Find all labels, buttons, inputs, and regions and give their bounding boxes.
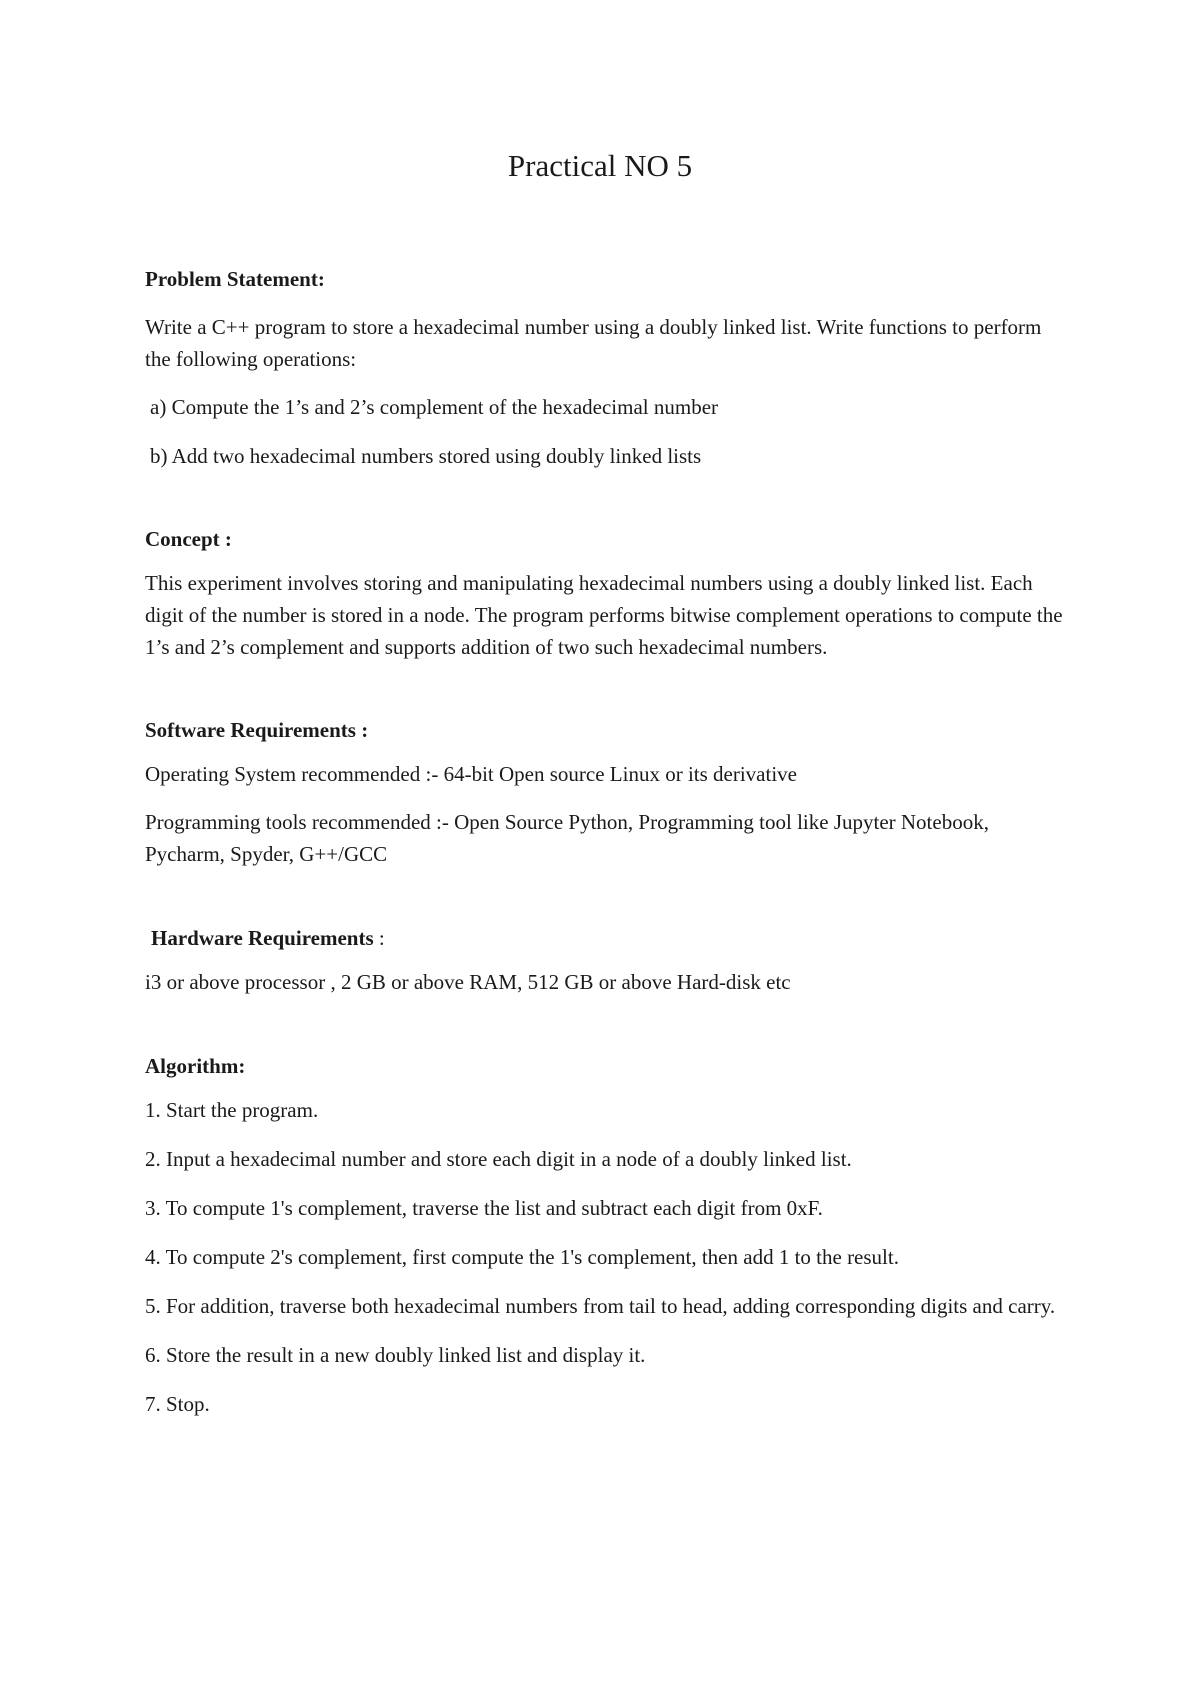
algorithm-section [145, 1050, 1065, 1420]
algorithm-step-4: 4. To compute 2's complement, first compute the 1's complement, then add 1 to the result. [145, 1245, 899, 1269]
problem-section [145, 263, 1065, 472]
algorithm-step-3: 3. To compute 1's complement, traverse the list and subtract each digit from 0xF. [145, 1196, 823, 1220]
algorithm-step-1: 1. Start the program. [145, 1098, 319, 1122]
software-os-line: Operating System recommended :- 64-bit Open source Linux or its derivative [145, 762, 797, 786]
algorithm-step-2: 2. Input a hexadecimal number and store each digit in a node of a doubly linked list. [145, 1147, 852, 1171]
document-body [145, 263, 1065, 1437]
hardware-section [145, 922, 1065, 998]
hardware-text: i3 or above processor , 2 GB or above RAM, 512 GB or above Hard-disk etc [145, 970, 791, 994]
problem-heading: Problem Statement: [145, 267, 325, 291]
hardware-heading-line [145, 922, 1065, 954]
problem-item-b: b) Add two hexadecimal numbers stored using doubly linked lists [150, 444, 702, 468]
algorithm-step-6: 6. Store the result in a new doubly linked list and display it. [145, 1343, 646, 1367]
software-tools-line: Programming tools recommended :- Open Source Python, Programming tool like Jupyter Notebook, Pycharm, Spyder, G++/GCC [145, 810, 989, 866]
page-title: Practical NO 5 [507, 148, 693, 183]
concept-text: This experiment involves storing and manipulating hexadecimal numbers using a doubly linked list. Each digit of the number is stored in a node. The program performs bitwise complement operations to compute the 1’s and 2’s complement and supports addition of two such hexadecimal numbers. [145, 571, 1063, 659]
software-section [145, 714, 1065, 870]
hardware-heading: Hardware Requirements [151, 926, 374, 950]
concept-section [145, 523, 1065, 663]
algorithm-heading: Algorithm: [145, 1054, 246, 1078]
software-heading: Software Requirements : [145, 718, 369, 742]
algorithm-step-5: 5. For addition, traverse both hexadecimal numbers from tail to head, adding corresponding digits and carry. [145, 1294, 1056, 1318]
concept-heading: Concept : [145, 527, 232, 551]
hardware-heading-suffix: : [373, 926, 385, 950]
problem-item-a: a) Compute the 1’s and 2’s complement of the hexadecimal number [150, 395, 719, 419]
algorithm-step-7: 7. Stop. [145, 1392, 210, 1416]
problem-text: Write a C++ program to store a hexadecimal number using a doubly linked list. Write functions to perform the following operations: [145, 315, 1042, 371]
